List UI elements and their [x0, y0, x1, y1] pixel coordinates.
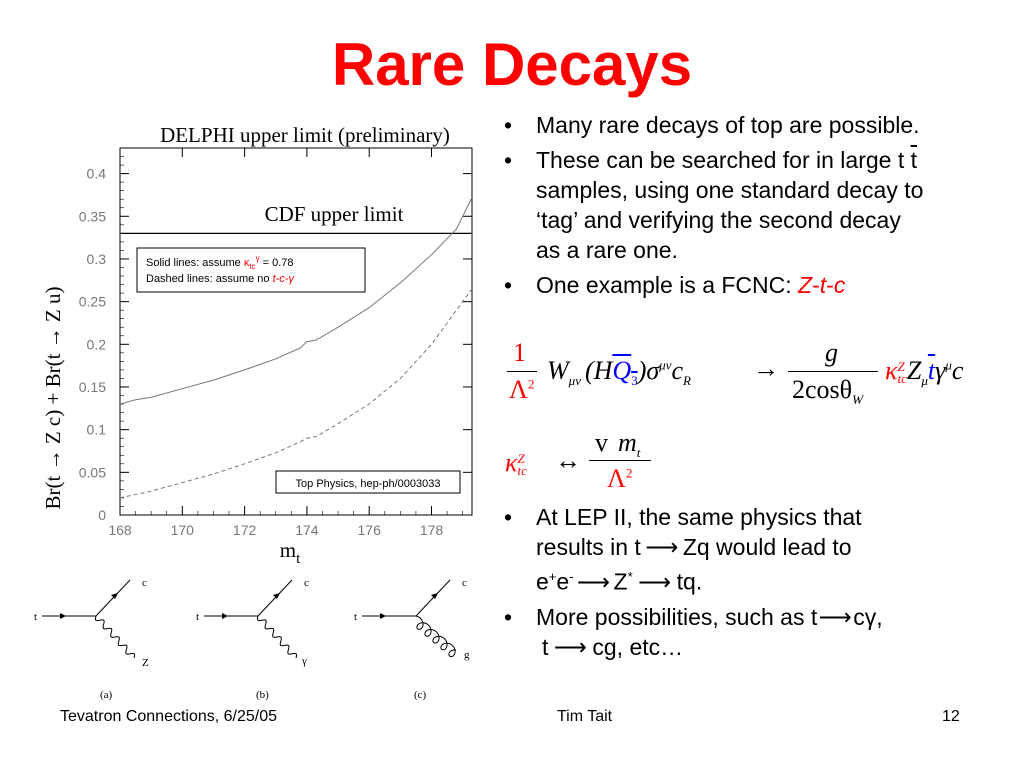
svg-text:c: c: [304, 577, 309, 589]
bullet-more: • More possibilities, such as t⟶cγ, t ⟶ cg, etc…: [504, 603, 883, 660]
source-note: Top Physics, hep-ph/0003033: [295, 478, 441, 490]
feynman-diagram-c: [354, 577, 470, 701]
y-axis-label: Br(t → Z c) + Br(t → Z u): [41, 286, 65, 510]
bullet-search: • These can be searched for in large t $\overline{t}$ samples, using one standard decay to ‘tag’ and verifying the second decay as a rare one.: [504, 147, 924, 263]
y-tick-label: 0.25: [78, 293, 106, 310]
bullet-lep: • At LEP II, the same physics that results in t ⟶ Zq would lead to e+e- ⟶ Z* ⟶ tq.: [504, 504, 862, 595]
cdf-limit-label: CDF upper limit: [264, 202, 404, 226]
svg-text:t: t: [196, 611, 200, 623]
footer-center: Tim Tait: [557, 708, 613, 725]
slide-title: Rare Decays: [331, 31, 693, 98]
y-tick-label: 0.4: [86, 165, 106, 182]
footer-page-number: 12: [942, 708, 960, 725]
y-tick-label: 0.1: [86, 421, 106, 438]
series-dashed-line: [120, 289, 472, 498]
bullet-fcnc: • One example is a FCNC: Z-t-c: [504, 272, 846, 298]
x-tick-label: 170: [170, 522, 194, 538]
legend-solid-entry: Solid lines: assume $\kappa_{tc}^\gamma = 0.78$: [146, 254, 294, 271]
svg-text:Z: Z: [142, 657, 149, 669]
bullet-list: [498, 110, 1018, 300]
fcnc-lagrangian: 1 $\Lambda^2$ $W_{\mu\nu}$ $(HQ_3)\sigma^{\mu\nu}c_R$ → g 2cosθ$_W$ κZ $tcZ_\mu\overline{t}\gamma^\mu c$: [509, 338, 964, 408]
svg-text:c: c: [462, 577, 467, 589]
x-axis-label: $m_t$: [279, 538, 301, 567]
x-tick-label: 176: [357, 522, 381, 538]
series-solid-line: [120, 198, 472, 405]
x-tick-label: 168: [108, 522, 132, 538]
legend-dashed-entry: Dashed lines: assume no t-c-γ: [146, 273, 294, 285]
chart-title: DELPHI upper limit (preliminary): [160, 123, 450, 147]
x-tick-label: 178: [419, 522, 444, 538]
chart: [0, 110, 490, 701]
feynman-diagram-b: [196, 577, 309, 701]
y-tick-label: 0: [98, 507, 106, 523]
y-tick-label: 0.35: [78, 208, 106, 225]
kappa-scaling: κZ tc ↔ v $m_t$ $\Lambda^2$: [505, 428, 705, 498]
svg-text:(a): (a): [100, 689, 113, 701]
x-tick-label: 174: [295, 522, 319, 538]
y-tick-label: 0.15: [78, 378, 106, 395]
y-tick-label: 0.05: [78, 464, 106, 481]
svg-text:γ: γ: [302, 655, 307, 667]
y-tick-label: 0.3: [86, 250, 106, 267]
y-tick-label: 0.2: [86, 336, 106, 353]
x-tick-label: 172: [232, 522, 257, 538]
feynman-diagram-a: [34, 577, 149, 701]
svg-text:t: t: [34, 611, 38, 623]
svg-text:g: g: [464, 649, 470, 661]
svg-text:t: t: [354, 611, 358, 623]
svg-text:(b): (b): [256, 689, 269, 701]
footer-left: Tevatron Connections, 6/25/05: [60, 708, 278, 725]
bullet-rare-decays: • Many rare decays of top are possible.: [504, 112, 920, 138]
svg-text:(c): (c): [414, 689, 427, 701]
svg-text:c: c: [142, 577, 147, 589]
bullet-list-lower: [498, 502, 1018, 662]
